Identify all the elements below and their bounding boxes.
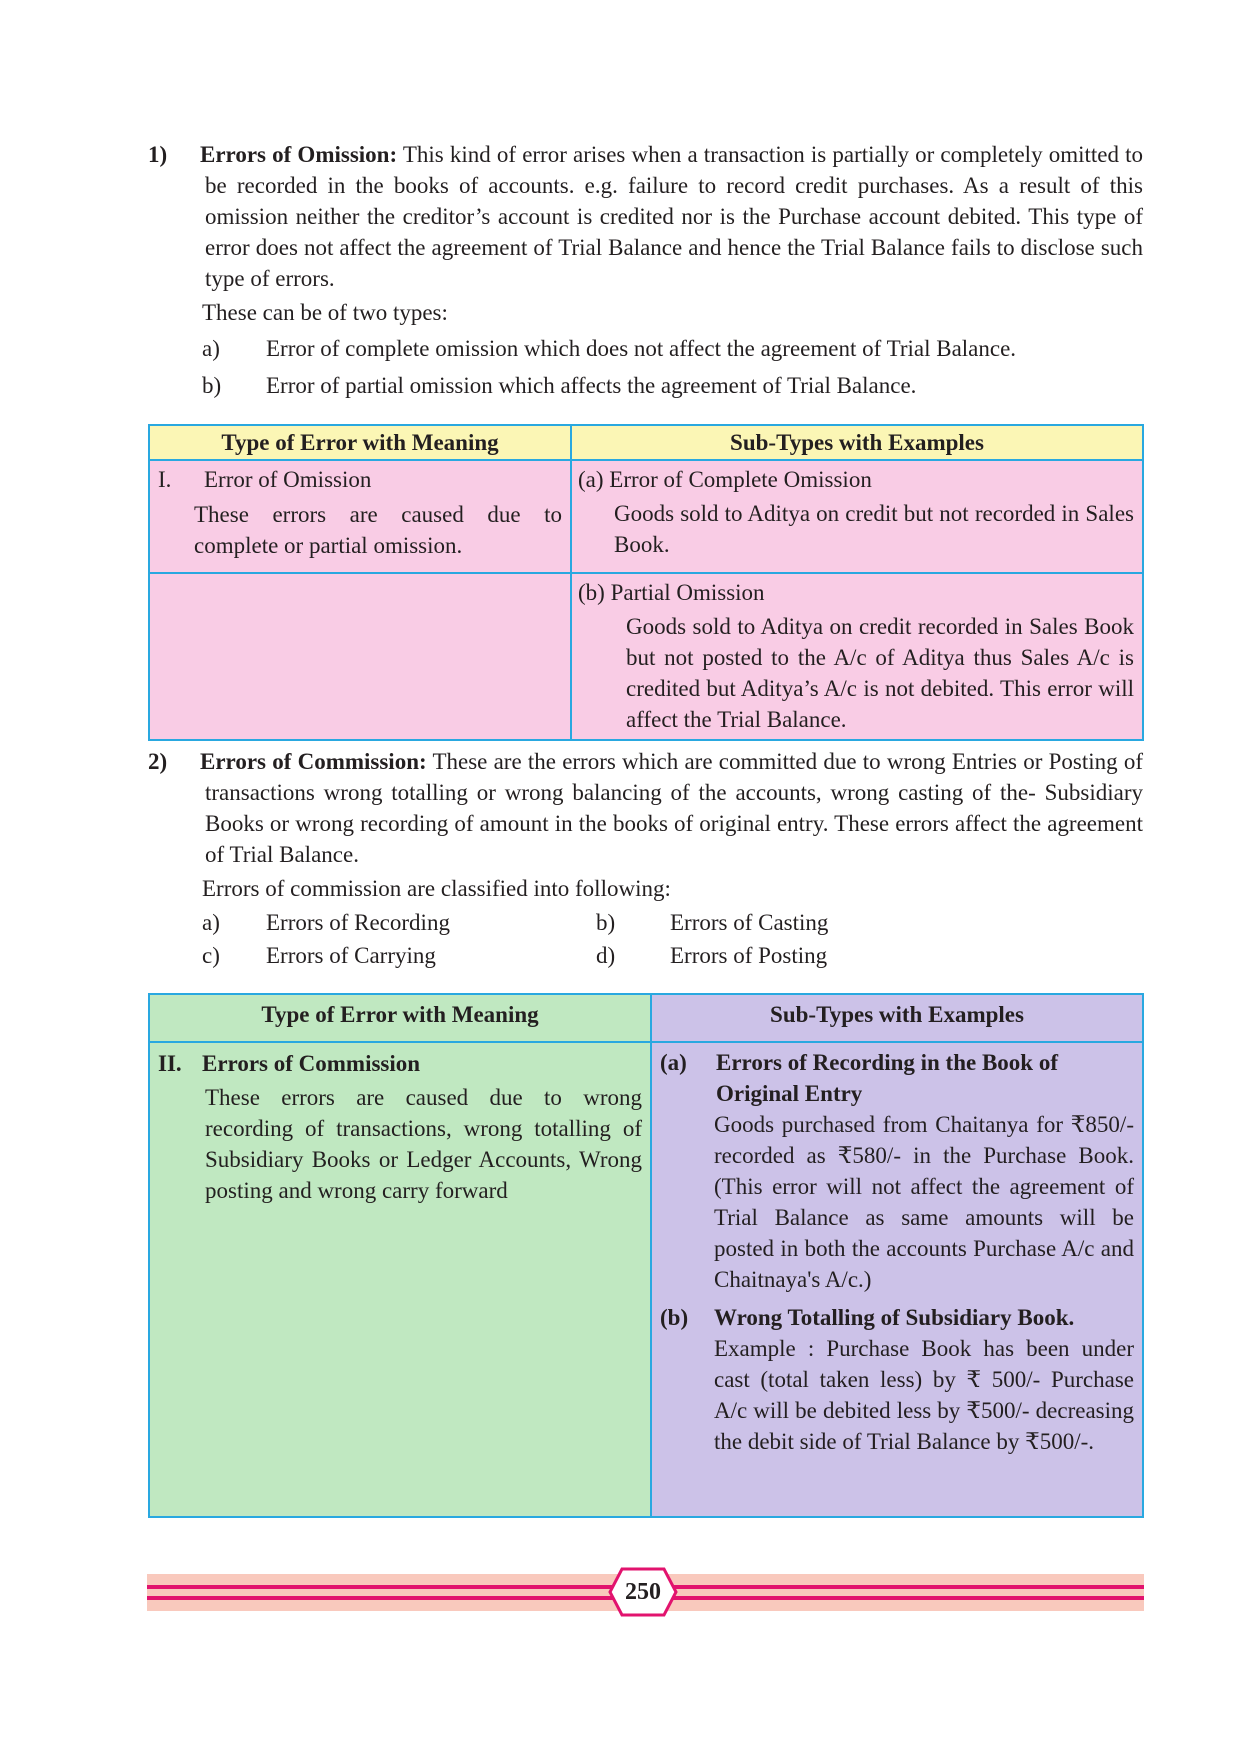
list-text: Error of partial omission which affects the agreement of Trial Balance. [266,373,917,398]
page-number: 250 [625,1579,661,1605]
table-cell-empty [149,573,571,740]
table-cell-subtype [651,1042,1143,1517]
list-text: Error of complete omission which does not affect the agreement of Trial Balance. [266,336,1017,361]
list-label: a) [202,910,220,935]
type-description: These errors are caused due to complete or partial omission. [194,502,562,558]
table-header-left: Type of Error with Meaning [149,425,571,460]
subtype-label: (a) [660,1050,687,1075]
omission-table [148,424,1144,741]
subtype-example: Example : Purchase Book has been under cast (total taken less) by ₹ 500/- Purchase A/c will be debited less by ₹500/- decreasing the debit side of Trial Balance by ₹500/-. [714,1336,1134,1454]
subtype-example: Goods sold to Aditya on credit recorded in Sales Book but not posted to the A/c of Aditya thus Sales A/c is credited but Aditya’s A/c is not debited. This error will affect the Trial Balance. [626,614,1134,732]
list-label: d) [596,943,616,968]
list-intro: Errors of commission are classified into following: [202,876,671,901]
list-text: Errors of Recording [266,910,450,935]
table-cell-type [149,460,571,573]
section-text: This kind of error arises when a transaction is partially or completely omitted to be recorded in the books of accounts. e.g. failure to record credit purchases. As a result of this omission neither the creditor’s account is credited nor is the Purchase account debited. This type of error does not affect the agreement of Trial Balance and hence the Trial Balance fails to disclose such type of errors. [205,142,1144,291]
table-header-right: Sub-Types with Examples [651,994,1143,1042]
subtype-title: (b) Partial Omission [578,580,765,605]
list-text: Errors of Casting [670,910,829,935]
list-label: c) [202,943,220,968]
table-cell-subtype [571,460,1143,573]
subtype-example: Goods purchased from Chaitanya for ₹850/- recorded as ₹580/- in the Purchase Book. (This error will not affect the agreement of Trial Balance as same amounts will be posted in both the accounts Purchase A/c and Chaitnaya's A/c.) [714,1112,1134,1292]
type-description: These errors are caused due to wrong recording of transactions, wrong totalling of Subsidiary Books or Ledger Accounts, Wrong posting and wrong carry forward [205,1085,642,1203]
section-paragraph [200,746,1143,870]
subtype-label: (b) [660,1305,689,1330]
table-header-left: Type of Error with Meaning [149,994,651,1042]
subtype-title: Wrong Totalling of Subsidiary Book. [714,1305,1075,1330]
type-number: II. [158,1051,182,1076]
section-paragraph [200,139,1144,294]
subtype-title: (a) Error of Complete Omission [578,467,872,492]
list-text: Errors of Carrying [266,943,436,968]
list-label: a) [202,336,220,361]
section-heading: Errors of Omission: [200,142,398,167]
list-label: b) [596,910,616,935]
list-intro: These can be of two types: [202,300,448,325]
type-title: Error of Omission [204,467,372,492]
subtype-title: Errors of Recording in the Book of Original Entry [716,1050,1059,1106]
commission-table [148,993,1144,1518]
section-heading: Errors of Commission: [200,749,427,774]
table-cell-subtype [571,573,1143,740]
type-number: I. [158,467,172,492]
section-number: 1) [148,142,168,167]
section-text: These are the errors which are committed due to wrong Entries or Posting of transactions wrong totalling or wrong balancing of the accounts, wrong casting of the- Subsidiary Books or wrong recording of amount in the books of original entry. These errors affect the agreement of Trial Balance. [205,749,1143,867]
type-title: Errors of Commission [202,1051,421,1076]
section-number: 2) [148,749,168,774]
table-cell-type [149,1042,651,1517]
table-header-right: Sub-Types with Examples [571,425,1143,460]
list-label: b) [202,373,222,398]
list-text: Errors of Posting [670,943,828,968]
subtype-example: Goods sold to Aditya on credit but not recorded in Sales Book. [614,501,1134,557]
